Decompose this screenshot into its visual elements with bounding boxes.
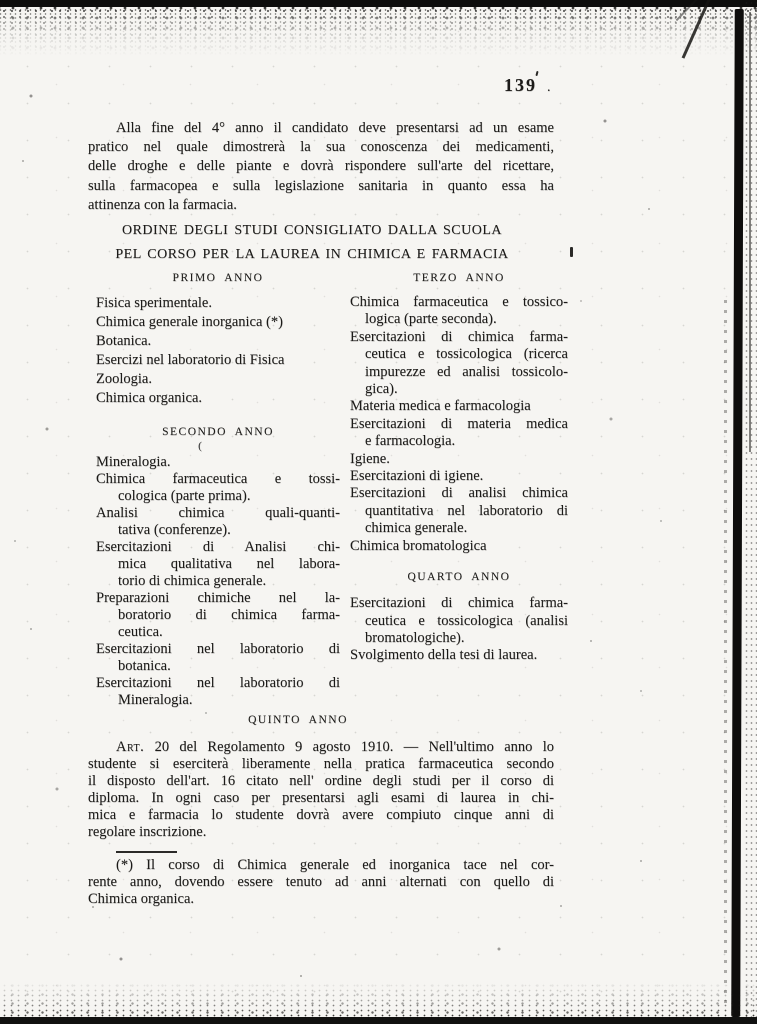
course-item (350, 329, 568, 399)
course-list-secondo (96, 454, 340, 709)
course-line: boratorio di chimica farma- (118, 607, 340, 623)
article-label: Art. (116, 739, 145, 755)
course-line: ceutica e tossicologica (ricerca (365, 346, 568, 363)
course-line: Chimica farmaceutica e tossico- (350, 294, 568, 310)
course-line: cologica (parte prima). (118, 488, 251, 504)
course-item (350, 451, 568, 468)
course-item (96, 675, 340, 709)
course-line: botanica. (118, 658, 171, 674)
course-item (350, 416, 568, 451)
text-line: mica e farmacia lo studente dovrà avere compiuto cinque anni di (88, 807, 554, 823)
text-line: pratico nel quale dimostrerà la sua conoscenza dei medicamenti, (88, 139, 554, 156)
course-line: Mineralogia. (118, 692, 193, 708)
course-line: chimica generale. (365, 520, 468, 537)
course-item (96, 471, 340, 505)
course-item (96, 351, 340, 370)
course-item (350, 485, 568, 537)
course-item (350, 595, 568, 647)
course-item (96, 294, 340, 313)
course-item (350, 398, 568, 415)
course-line: quantitativa nel laboratorio di (365, 502, 568, 519)
course-item (96, 505, 340, 539)
year-title-terzo: TERZO ANNO (413, 272, 505, 284)
course-line: Materia medica e farmacologia (350, 398, 531, 415)
course-line: tativa (conferenze). (118, 522, 231, 538)
course-item (96, 539, 340, 590)
course-line: torio di chimica generale. (118, 573, 267, 589)
course-line: Esercitazioni di chimica farma- (350, 328, 568, 345)
text-line: delle droghe e delle piante e dovrà rispondere sull'arte del ricettare, (88, 158, 554, 175)
page-number-mark: . (547, 80, 553, 95)
text-line: il disposto dell'art. 16 citato nell' ordine degli studi per il corso di (88, 773, 554, 789)
course-list-quarto (350, 595, 568, 665)
section-heading (70, 219, 554, 267)
footnote (88, 857, 554, 909)
course-line: Esercitazioni di igiene. (350, 468, 484, 485)
course-item (350, 647, 568, 664)
course-line: e farmacologia. (365, 433, 456, 450)
course-item (96, 332, 340, 351)
text-line: regolare inscrizione. (88, 824, 207, 840)
regulation-paragraph-lines (88, 756, 554, 841)
text-line: attinenza con la farmacia. (88, 196, 237, 213)
course-line: gica). (365, 381, 398, 398)
course-line: Chimica farmaceutica e tossi- (96, 471, 340, 487)
course-line: Chimica bromatologica (350, 537, 487, 554)
course-line: Esercitazioni di chimica farma- (350, 595, 568, 612)
course-item (96, 370, 340, 389)
text-line: Chimica organica. (88, 891, 195, 908)
regulation-paragraph (88, 739, 554, 841)
regulation-first-line (88, 739, 554, 756)
course-item (96, 313, 340, 332)
course-line: Botanica. (96, 333, 152, 349)
year-title-secondo: SECONDO ANNO (162, 426, 274, 438)
course-line: ceutica e tossicologica (analisi (365, 612, 568, 629)
course-line: Fisica sperimentale. (96, 295, 212, 311)
course-line: ceutica. (118, 624, 163, 640)
course-line: Esercitazioni di analisi chimica (350, 485, 568, 502)
course-item (350, 538, 568, 555)
year-title-quinto: QUINTO ANNO (248, 714, 348, 726)
page-number-value: 139 (504, 75, 537, 95)
intro-paragraph (88, 119, 554, 215)
left-column (88, 271, 340, 709)
course-line: Svolgimento della tesi di laurea. (350, 647, 538, 664)
text-line: Alla fine del 4° anno il candidato deve presentarsi ad un esame (116, 120, 554, 136)
course-line: mica qualitativa nel labora- (118, 556, 340, 572)
heading-line-1: ORDINE DEGLI STUDI CONSIGLIATO DALLA SCUOLA (121, 223, 503, 238)
article-first-line-text: 20 del Regolamento 9 agosto 1910. — Nell'ultimo anno lo (144, 739, 554, 755)
course-columns (88, 271, 568, 709)
course-line: Analisi chimica quali-quanti- (96, 505, 340, 521)
course-line: Esercitazioni nel laboratorio di (96, 641, 340, 657)
course-line: Esercizi nel laboratorio di Fisica (96, 352, 285, 368)
right-column (350, 271, 568, 709)
footnote-rule (116, 851, 177, 853)
course-item (96, 389, 340, 408)
course-list-terzo (350, 294, 568, 555)
course-item (96, 454, 340, 471)
course-line: Mineralogia. (96, 454, 171, 470)
text-line: sulla farmacopea e sulla legislazione sanitaria in quanto essa ha (88, 177, 554, 194)
page-number (504, 75, 553, 96)
text-line: rente anno, dovendo essere tenuto ad anni alternati con quello di (88, 874, 554, 891)
course-line: bromatologiche). (365, 629, 465, 646)
course-line: logica (parte seconda). (365, 311, 497, 328)
course-item (350, 294, 568, 329)
stray-ink-mark: ( (198, 440, 202, 452)
course-line: impurezze ed analisi tossicolo- (365, 363, 568, 380)
text-line: diploma. In ogni caso per presentarsi agli esami di laurea in chi- (88, 790, 554, 806)
course-line: Zoologia. (96, 371, 152, 387)
text-line: studente si eserciterà liberamente nella pratica farmaceutica secondo (88, 756, 554, 772)
course-line: Preparazioni chimiche nel la- (96, 590, 340, 606)
course-line: Chimica generale inorganica (*) (96, 314, 283, 330)
year-title-quarto: QUARTO ANNO (407, 571, 511, 584)
course-item (96, 641, 340, 675)
course-line: Esercitazioni di Analisi chi- (96, 539, 340, 555)
course-line: Esercitazioni di materia medica (350, 415, 568, 432)
course-line: Chimica organica. (96, 390, 203, 406)
year-title-primo: PRIMO ANNO (172, 272, 264, 284)
course-list-primo (96, 294, 340, 408)
course-line: Igiene. (350, 450, 390, 467)
text-line: (*) Il corso di Chimica generale ed inorganica tace nel cor- (116, 857, 554, 873)
heading-line-2: PEL CORSO PER LA LAUREA IN CHIMICA E FARMACIA (115, 247, 509, 262)
course-line: Esercitazioni nel laboratorio di (96, 675, 340, 691)
course-item (350, 468, 568, 485)
course-item (96, 590, 340, 641)
